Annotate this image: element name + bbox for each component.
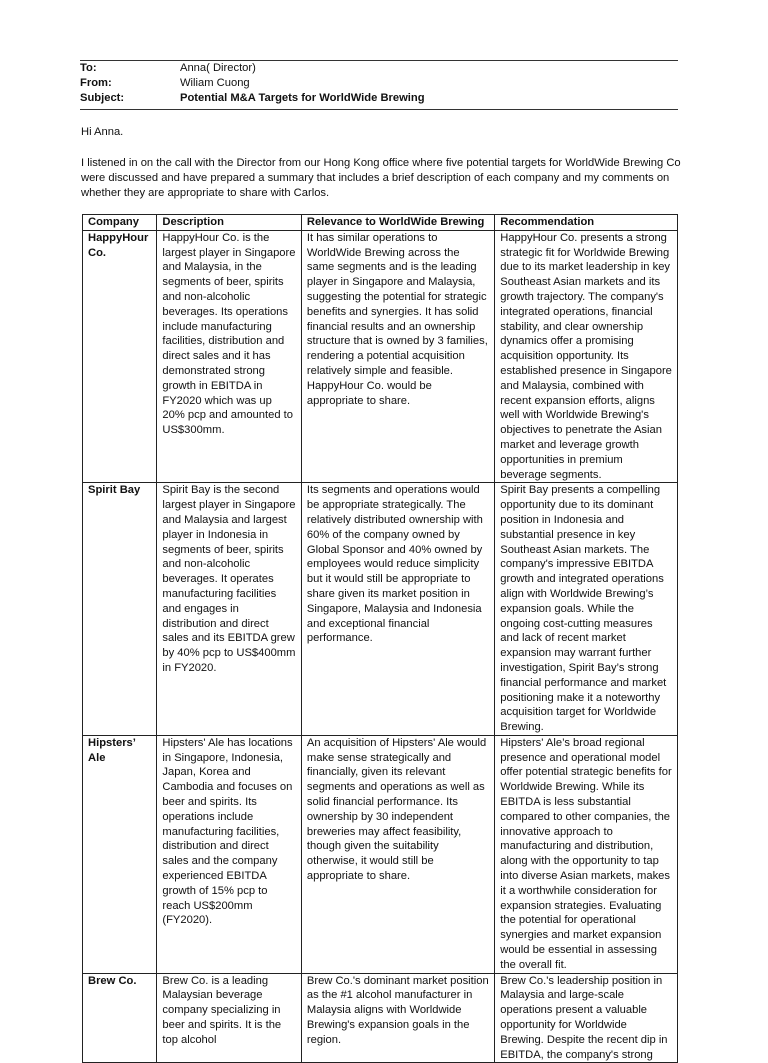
description-cell: Spirit Bay is the second largest player in Singapore and Malaysia and largest player in Indonesia in segments of beer, spirits and non-alcoholic beverages. It operates manufacturing facilities and engages in distribution and direct sales and its EBITDA grew by 40% pcp to US$400mm in FY2020.: [157, 483, 302, 736]
to-value: Anna( Director): [180, 62, 256, 74]
description-cell: HappyHour Co. is the largest player in Singapore and Malaysia, in the segments of beer, spirits and non-alcoholic beverages. Its operations include manufacturing facilities, distribution and direct sales and it has demonstrated strong growth in EBITDA in FY2020 which was up 20% pcp and amounted to US$300mm.: [157, 230, 302, 483]
to-row: [80, 61, 678, 76]
recommendation-cell: Hipsters' Ale’s broad regional presence and operational model offer potential strategic benefits for Worldwide Brewing. While its EBITDA is less substantial compared to other companies, the innovative approach to manufacturing and distribution, along with the opportunity to tap into diverse Asian markets, makes it a worthwhile consideration for expansion strategies. Evaluating the potential for operational synergies and market expansion would be essential in assessing the overall fit.: [495, 735, 678, 973]
company-cell: HappyHour Co.: [83, 230, 157, 483]
company-cell: Hipsters’ Ale: [83, 735, 157, 973]
company-cell: Brew Co.: [83, 973, 157, 1063]
description-cell: Brew Co. is a leading Malaysian beverage company specializing in beer and spirits. It is the top alcohol: [157, 973, 302, 1063]
table-row: [83, 483, 678, 736]
from-value: Wiliam Cuong: [180, 77, 250, 89]
recommendation-cell: HappyHour Co. presents a strong strategic fit for Worldwide Brewing due to its market leadership in key Southeast Asian markets and its growth trajectory. The company's integrated operations, financial stability, and clear ownership dynamics offer a promising acquisition opportunity. Its established presence in Singapore and Malaysia, combined with recent expansion efforts, aligns well with Worldwide Brewing's objectives to penetrate the Asian market and leverage growth opportunities in premium beverage segments.: [495, 230, 678, 483]
table-header-row: [83, 215, 678, 231]
subject-row: [80, 91, 678, 106]
relevance-cell: Brew Co.'s dominant market position as the #1 alcohol manufacturer in Malaysia aligns with Worldwide Brewing's expansion goals in the region.: [301, 973, 494, 1063]
header-recommendation: Recommendation: [495, 215, 678, 231]
header-relevance: Relevance to WorldWide Brewing: [301, 215, 494, 231]
from-label: From:: [80, 77, 112, 89]
table-row: [83, 973, 678, 1063]
header-description: Description: [157, 215, 302, 231]
header-bottom-rule: [80, 109, 678, 110]
to-label: To:: [80, 62, 97, 74]
memo-header: [80, 60, 678, 110]
recommendation-cell: Brew Co.'s leadership position in Malaysia and large-scale operations present a valuable opportunity for Worldwide Brewing. Despite the recent dip in EBITDA, the company's strong: [495, 973, 678, 1063]
from-row: [80, 76, 678, 91]
subject-value: Potential M&A Targets for WorldWide Brewing: [180, 92, 425, 104]
table-row: [83, 735, 678, 973]
table-row: [83, 230, 678, 483]
company-cell: Spirit Bay: [83, 483, 157, 736]
header-company: Company: [83, 215, 157, 231]
intro-paragraph: I listened in on the call with the Director from our Hong Kong office where five potential targets for WorldWide Brewing Co were discussed and have prepared a summary that includes a brief description of each company and my comments on whether they are appropriate to share with Carlos.: [81, 157, 681, 199]
recommendation-cell: Spirit Bay presents a compelling opportunity due to its dominant position in Indonesia and substantial presence in key Southeast Asian markets. The company's impressive EBITDA growth and integrated operations align with Worldwide Brewing’s expansion goals. While the ongoing cost-cutting measures and lack of recent market expansion may warrant further investigation, Spirit Bay’s strong financial performance and market positioning make it a noteworthy acquisition target for Worldwide Brewing.: [495, 483, 678, 736]
relevance-cell: Its segments and operations would be appropriate strategically. The relatively distributed ownership with 60% of the company owned by Global Sponsor and 40% owned by employees would reduce simplicity but it would still be appropriate to share given its market position in Singapore, Malaysia and Indonesia and exceptional financial performance.: [301, 483, 494, 736]
targets-table: [82, 214, 678, 1063]
subject-label: Subject:: [80, 92, 125, 104]
relevance-cell: It has similar operations to WorldWide Brewing across the same segments and is the leading player in Singapore and Malaysia, suggesting the potential for strategic benefits and synergies. It has solid financial results and an ownership structure that is owned by 3 families, rendering a potential acquisition relatively simple and feasible. HappyHour Co. would be appropriate to share.: [301, 230, 494, 483]
description-cell: Hipsters' Ale has locations in Singapore, Indonesia, Japan, Korea and Cambodia and focuses on beer and spirits. Its operations include manufacturing facilities, distribution and direct sales and the company experienced EBITDA growth of 15% pcp to reach US$200mm (FY2020).: [157, 735, 302, 973]
greeting: Hi Anna.: [81, 126, 124, 138]
relevance-cell: An acquisition of Hipsters' Ale would make sense strategically and financially, given its relevant segments and operations as well as solid financial performance. Its ownership by 30 independent breweries may affect feasibility, though given the suitability otherwise, it would still be appropriate to share.: [301, 735, 494, 973]
